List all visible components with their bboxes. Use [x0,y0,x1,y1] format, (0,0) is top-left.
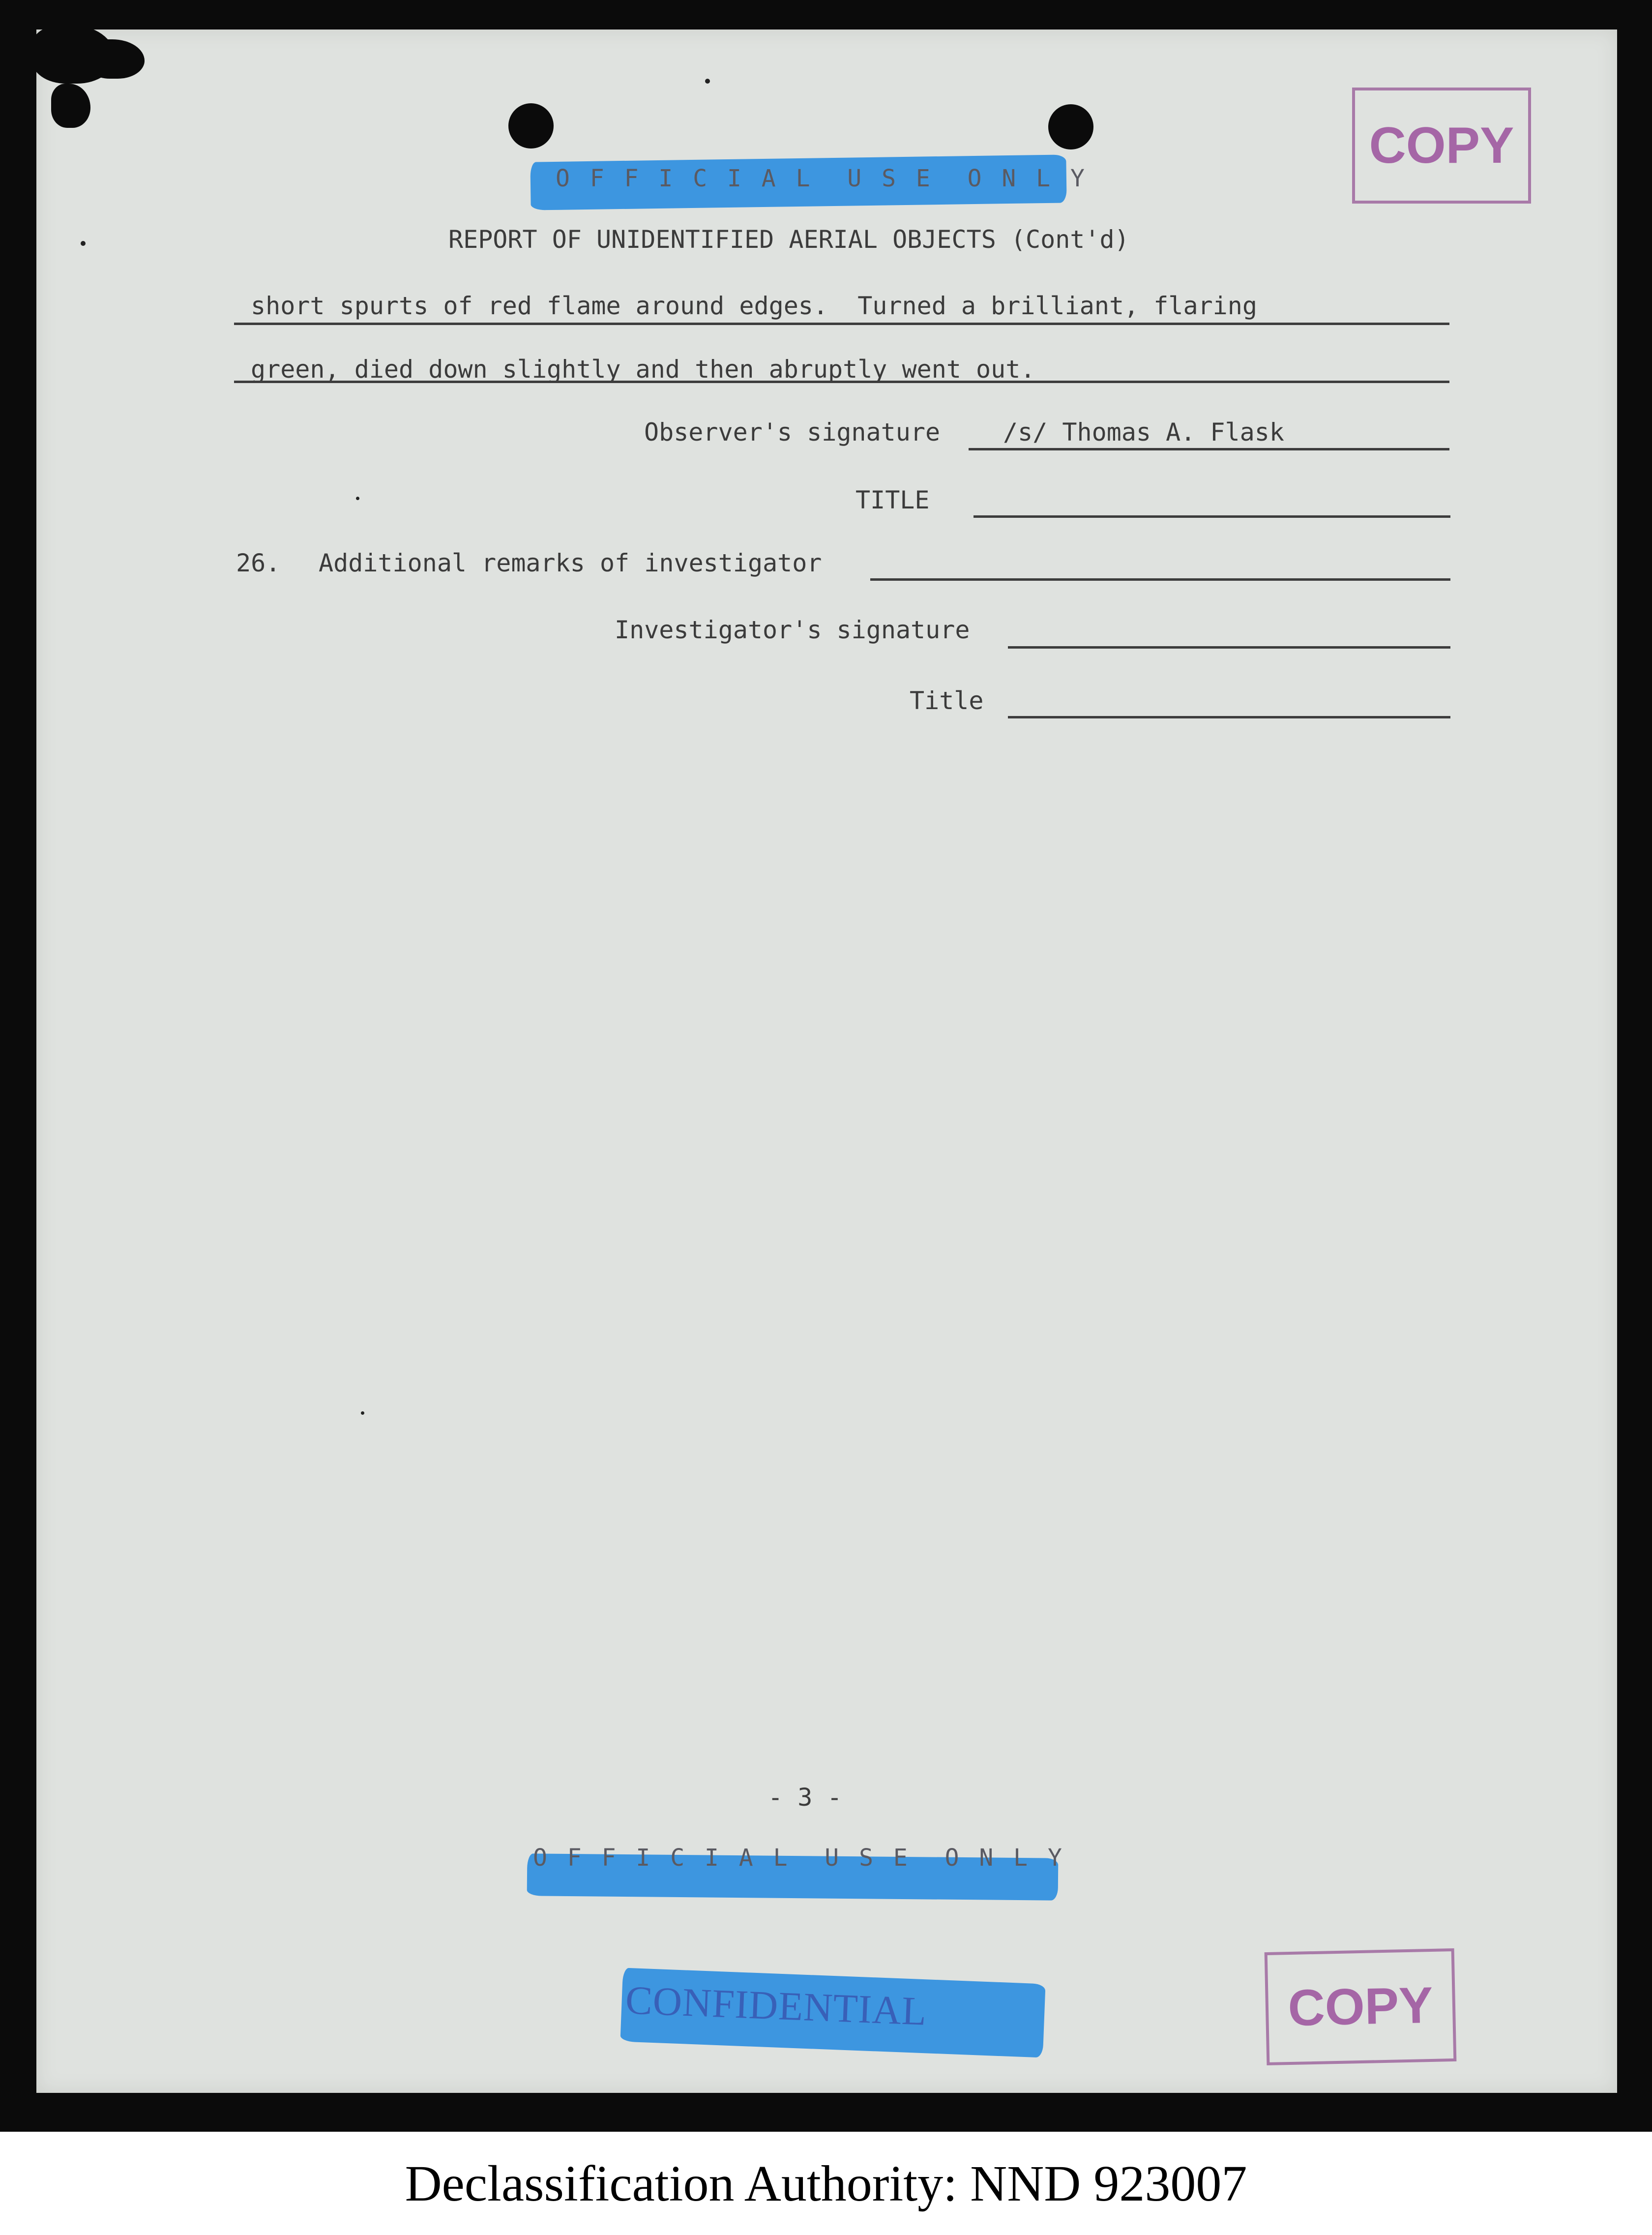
torn-corner [86,39,145,79]
confidential-mark: CONFIDENTIAL [624,1977,928,2034]
copy-stamp-top: COPY [1352,88,1531,204]
observer-signature-label: Observer's signature [644,418,941,447]
classification-bottom: O F F I C I A L U S E O N L Y [533,1844,1065,1872]
remarks-line: short spurts of red flame around edges. Turned a brilliant, flaring [251,292,1257,320]
title-line [1008,716,1450,718]
page-title: REPORT OF UNIDENTIFIED AERIAL OBJECTS (Cont'd) [448,225,1129,254]
signature-line [969,448,1449,450]
paper-speck [705,79,710,84]
title-line [974,515,1450,518]
item-number: 26. [236,549,281,577]
document-page [36,30,1617,2093]
observer-signature-value: /s/ Thomas A. Flask [1003,418,1284,447]
page-number: - 3 - [768,1783,842,1812]
punch-hole [1048,104,1093,149]
signature-line [1008,646,1450,649]
copy-stamp-bottom: COPY [1265,1948,1457,2065]
observer-title-label: TITLE [856,486,930,514]
punch-hole [508,103,554,149]
remarks-line: green, died down slightly and then abruptly went out. [251,355,1035,384]
remarks-underline [234,323,1449,325]
investigator-remarks-label: Additional remarks of investigator [319,549,822,577]
remarks-line-blank [870,578,1450,581]
paper-speck [361,1411,364,1415]
declassification-caption: Declassification Authority: NND 923007 [405,2155,1247,2212]
investigator-signature-label: Investigator's signature [615,616,970,644]
paper-speck [356,497,359,500]
paper-speck [81,241,86,246]
torn-corner [51,84,90,128]
remarks-underline [234,381,1449,383]
investigator-title-label: Title [910,686,984,715]
classification-top: O F F I C I A L U S E O N L Y [556,165,1088,192]
